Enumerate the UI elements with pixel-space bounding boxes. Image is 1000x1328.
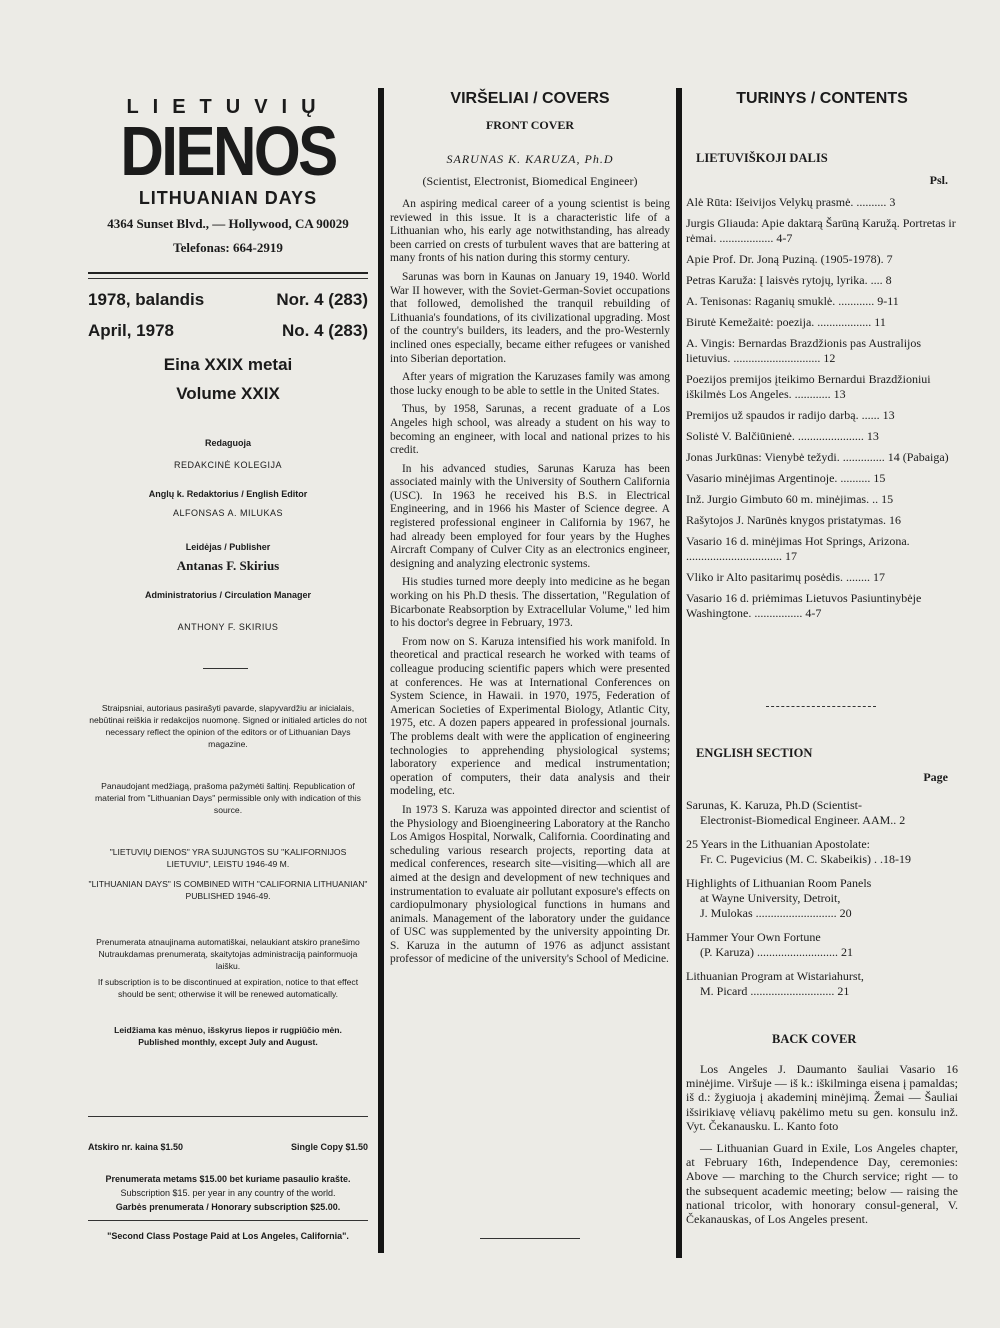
english-editor: ALFONSAS A. MILUKAS xyxy=(172,508,284,518)
en-contents-list xyxy=(686,798,958,1008)
covers-heading: VIRŠELIAI / COVERS xyxy=(450,90,610,107)
divider xyxy=(766,706,876,707)
article-paragraph: His studies turned more deeply into medicine as he began working on his Ph.D thesis. The dissertation, "Regulation of Bicarbonate Reabsorption by Extracellular Volume," led him to his doctor's degree in February, 1973. xyxy=(390,576,670,630)
masthead-title: DIENOS xyxy=(120,112,336,190)
note-signed-articles: Straipsniai, autoriaus pasirašyti pavarde, slapyvardžiu ar inicialais, nebūtinai reiškia ir redakcijos nuomonę. Signed or initialed articles do not necessary reflect the opinion of the editors or of Lithuanian Days magazine. xyxy=(89,703,367,749)
note-combined-lt: "LIETUVIŲ DIENOS" YRA SUJUNGTOS SU "KALIFORNIJOS LIETUVIU", LEISTU 1946-49 M. xyxy=(109,847,347,869)
note-republication: Panaudojant medžiagą, prašoma pažymėti šaltinį. Republication of material from "Lithuanian Days" permissible only with indication of this source. xyxy=(95,781,361,815)
editor-label: Redaguoja xyxy=(204,438,251,448)
english-editor-label: Anglų k. Redaktorius / English Editor xyxy=(148,489,308,499)
article-paragraph: After years of migration the Karuzases family was among those lucky enough to be able to settle in the United States. xyxy=(390,371,670,397)
note-frequency xyxy=(88,1024,368,1048)
toc-item: Petras Karuža: Į laisvės rytojų, lyrika. .... 8 xyxy=(686,273,892,287)
note-renewal-en: If subscription is to be discontinued at expiration, notice to that effect should be sent; otherwise it will be renewed automatically. xyxy=(97,977,359,999)
article-paragraph: An aspiring medical career of a young scientist is being reviewed in this issue. It is a characteristic life of a Lithuanian who, his early age notwithstanding, has already been carried on crests of turbulent waves that are battering at many fronts of his nation during this stormy century. xyxy=(390,198,670,265)
single-copy-price xyxy=(88,1142,368,1152)
article-paragraph: Sarunas was born in Kaunas on January 19, 1940. World War II however, with the Soviet-German-Soviet occupations that followed, demolished the tranquil rebuilding of Lithuania's foundations, of its civilizational upgrading. Most of the country's builders, its leaders, and the pro-Westernly inclined ones especially, became either refugees or vanished into Siberian deportation. xyxy=(390,270,670,365)
divider xyxy=(88,278,368,279)
phone: Telefonas: 664-2919 xyxy=(173,240,283,255)
toc-item: Highlights of Lithuanian Room Panels at Wayne University, Detroit, J. Mulokas ........................... 20 xyxy=(686,876,872,920)
article-paragraph: In his advanced studies, Sarunas Karuza has been associated mainly with the University of Southern California (USC). In 1963 he received his B.S. in Electrical Engineering, and in 1966 his Master of Science degree. A registered professional engineer in California by 1967, he had already been employed for four years by the Hughes Aircraft Company of Culver City as an electronics engineer, designing and analyzing electronic systems. xyxy=(390,462,670,570)
toc-item: Vasario 16 d. minėjimas Hot Springs, Arizona. ................................ 17 xyxy=(686,534,910,563)
toc-item: Alė Rūta: Išeivijos Velykų prasmė. .......... 3 xyxy=(686,195,896,209)
issue-en xyxy=(88,321,368,341)
toc-item: Lithuanian Program at Wistariahurst, M. Picard ............................ 21 xyxy=(686,969,864,998)
issue-lt-date: 1978, balandis xyxy=(88,290,205,309)
toc-item: Inž. Jurgio Gimbuto 60 m. minėjimas. .. 15 xyxy=(686,492,894,506)
masthead-top: LIETUVIŲ xyxy=(126,96,330,118)
article-paragraph: From now on S. Karuza intensified his work manifold. In theoretical and practical research he worked with teams of colleague producing scientific papers which were presented at conferences. He was at International Conferences on System Science, in Hawaii. in 1970, 1975, Federation of American Societies of Experimental Biology, Atlantic City, 1975, etc. A dozen papers appeared in professional journals. The problems dealt with were the application of engineering technologies to apprehending physiological systems; laboratory experience and medical instrumentation; operation of computers, their data analysis and their modeling, etc. xyxy=(390,635,670,798)
divider xyxy=(480,1238,580,1239)
back-cover-heading: BACK COVER xyxy=(772,1032,857,1046)
cover-article xyxy=(390,198,670,972)
note-combined-en: "LITHUANIAN DAYS" IS COMBINED WITH "CALIFORNIA LITHUANIAN" PUBLISHED 1946-49. xyxy=(88,879,368,901)
cover-person-name: SARUNAS K. KARUZA, Ph.D xyxy=(446,152,614,166)
toc-item: Poezijos premijos įteikimo Bernardui Brazdžioniui iškilmės Los Angeles. ............ 13 xyxy=(686,372,931,401)
subscription-honorary: Garbės prenumerata / Honorary subscription $25.00. xyxy=(115,1202,341,1212)
back-cover-en: — Lithuanian Guard in Exile, Los Angeles chapter, at February 16th, Independence Day, ceremonies: Above — marching to the Church service; right — to the subsequent academic meeting; below — raising the national tricolor, with honorary consul-general, V. Čekanauskas, of Los Angeles present. xyxy=(686,1141,958,1227)
contents-heading: TURINYS / CONTENTS xyxy=(736,90,908,107)
cover-person-role: (Scientist, Electronist, Biomedical Engineer) xyxy=(422,174,638,188)
note-frequency-lt: Leidžiama kas mėnuo, išskyrus liepos ir rugpiūčio mėn. xyxy=(114,1025,342,1035)
address: 4364 Sunset Blvd., — Hollywood, CA 90029 xyxy=(107,216,349,231)
divider xyxy=(203,668,248,669)
subscription-en: Subscription $15. per year in any country of the world. xyxy=(120,1188,336,1198)
toc-item: Premijos už spaudos ir radijo darbą. ...... 13 xyxy=(686,408,895,422)
toc-item: Rašytojos J. Narūnės knygos pristatymas. 16 xyxy=(686,513,901,527)
issue-volume: Volume XXIX xyxy=(176,384,280,403)
article-paragraph: In 1973 S. Karuza was appointed director and scientist of the Physiology and Bioengineering Laboratory at the Rancho Los Amigos Hospital, Norwalk, California. Coordinating and scheduling various research projects, reporting data at medical conferences, research site—visiting—which all are aimed at the design and development of new techniques and instrumentation to evaluate air pollutant exposure's effects on cardiopulmonary physiological functions in humans and animals. Management of the laboratory under the guidance of USC was supplemented by the university appointing Dr. S. Karuza in the autumn of 1976 as adjunct assistant professor of medicine of the university's School of Medicine. xyxy=(390,803,670,966)
column-rule-left xyxy=(378,88,384,1253)
toc-item: Vliko ir Alto pasitarimų posėdis. ........ 17 xyxy=(686,570,885,584)
article-paragraph: Thus, by 1958, Sarunas, a recent graduate of a Los Angeles high school, was already a student on his way to becoming an engineer, with local and national prizes to his credit. xyxy=(390,403,670,457)
issue-en-date: April, 1978 xyxy=(88,321,174,340)
divider xyxy=(88,1116,368,1117)
issue-lt xyxy=(88,290,368,310)
admin: ANTHONY F. SKIRIUS xyxy=(177,622,279,632)
toc-item: Hammer Your Own Fortune (P. Karuza) ........................... 21 xyxy=(686,930,853,959)
toc-item: Sarunas, K. Karuza, Ph.D (Scientist- Electronist-Biomedical Engineer. AAM.. 2 xyxy=(686,798,906,827)
toc-item: Solistė V. Balčiūnienė. ...................... 13 xyxy=(686,429,879,443)
back-cover-lt: Los Angeles J. Daumanto šauliai Vasario 16 minėjime. Viršuje — iš k.: iškilminga eisena į pamaldas; iš d.: žygiuoja į akademinį minėjimą. Žemai — Šauliai išsirikiavę vėliavų pakėlimo metu su gen. konsulu inž. Vyt. Čekanausku. L. Kanto foto xyxy=(686,1062,958,1133)
note-renewal-lt: Prenumerata atnaujinama automatiškai, nelaukiant atskiro pranešimo Nutraukdamas prenumeratą, skaitytojas administraciją painformuoja laišku. xyxy=(96,937,360,971)
toc-item: Vasario 16 d. priėmimas Lietuvos Pasiuntinybėje Washingtone. ................ 4-7 xyxy=(686,591,922,620)
issue-year-lt: Eina XXIX metai xyxy=(163,355,293,374)
masthead-subtitle: LITHUANIAN DAYS xyxy=(138,188,318,208)
toc-item: A. Tenisonas: Raganių smuklė. ............ 9-11 xyxy=(686,294,899,308)
price-en: Single Copy $1.50 xyxy=(290,1142,368,1152)
postage-note: "Second Class Postage Paid at Los Angeles, California". xyxy=(107,1231,349,1241)
en-page-label: Page xyxy=(923,770,948,784)
toc-item: 25 Years in the Lithuanian Apostolate: Fr. C. Pugevicius (M. C. Skabeikis) . .18-19 xyxy=(686,837,912,866)
editor: REDAKCINĖ KOLEGIJA xyxy=(173,460,283,470)
price-lt: Atskiro nr. kaina $1.50 xyxy=(88,1142,184,1152)
subscription-info xyxy=(88,1172,368,1214)
en-section-heading: ENGLISH SECTION xyxy=(696,746,813,760)
publisher-label: Leidėjas / Publisher xyxy=(185,542,271,552)
toc-item: A. Vingis: Bernardas Brazdžionis pas Australijos lietuvius. ............................. 12 xyxy=(686,336,922,365)
subscription-lt: Prenumerata metams $15.00 bet kuriame pasaulio krašte. xyxy=(105,1174,351,1184)
divider xyxy=(88,1220,368,1221)
toc-item: Birutė Kemežaitė: poezija. .................. 11 xyxy=(686,315,886,329)
front-cover-heading: FRONT COVER xyxy=(485,118,575,132)
issue-en-number: No. 4 (283) xyxy=(282,321,368,340)
publisher: Antanas F. Skirius xyxy=(176,558,280,573)
lt-page-label: Psl. xyxy=(929,173,948,187)
toc-item: Apie Prof. Dr. Joną Puziną. (1905-1978). 7 xyxy=(686,252,893,266)
toc-item: Jurgis Gliauda: Apie daktarą Šarūną Karužą. Portretas ir rėmai. .................. 4-7 xyxy=(686,216,956,245)
lt-contents-list xyxy=(686,195,958,627)
lt-section-heading: LIETUVIŠKOJI DALIS xyxy=(696,151,828,165)
column-rule-right xyxy=(676,88,682,1258)
toc-item: Jonas Jurkūnas: Vienybė težydi. .............. 14 (Pabaiga) xyxy=(686,450,949,464)
divider xyxy=(88,272,368,274)
back-cover-text xyxy=(686,1062,958,1234)
toc-item: Vasario minėjimas Argentinoje. .......... 15 xyxy=(686,471,886,485)
note-frequency-en: Published monthly, except July and August. xyxy=(138,1037,318,1047)
issue-lt-number: Nor. 4 (283) xyxy=(276,290,368,309)
admin-label: Administratorius / Circulation Manager xyxy=(144,590,312,600)
